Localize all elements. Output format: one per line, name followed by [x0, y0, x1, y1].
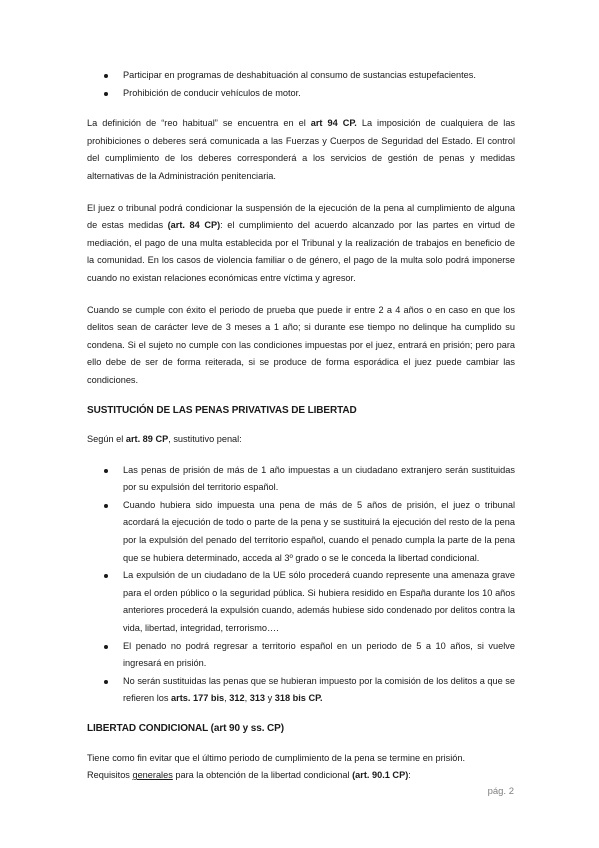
legal-reference: (art. 84 CP)	[167, 220, 221, 231]
underlined-term: generales	[132, 770, 173, 781]
paragraph-intro-art89	[87, 431, 515, 449]
text-run: ,	[224, 693, 230, 704]
page-body	[87, 67, 515, 785]
text-run: La imposición de cualquiera de las prohibiciones o deberes será comunicada a las Fuerzas y Cuerpos de Seguridad del Estado. El control del cumplimiento de los deberes corresponderá a los servicios de gestión de penas y medidas alternativas de la Administración penitenciaria.	[87, 118, 516, 181]
paragraph-probation-period: Cuando se cumple con éxito el periodo de prueba que puede ir entre 2 a 4 años o en caso en que los delitos sean de carácter leve de 3 meses a 1 año; si durante ese tiempo no delinque ha cumplido su condena. Si el sujeto no cumple con las condiciones impuestas por el juez, entrará en prisión; pero para ello debe de ser de forma reiterada, si se produce de forma esporádica el juez puede cambiar las condiciones.	[87, 304, 515, 385]
text-run: No serán sustituidas las penas que se hubieran impuesto por la comisión de los delitos a que se refieren los	[123, 675, 515, 704]
list-item: El penado no podrá regresar a territorio español en un periodo de 5 a 10 años, si vuelve ingresará en prisión.	[87, 638, 515, 673]
paragraph-requirements	[87, 767, 515, 785]
legal-reference: 318 bis CP.	[274, 693, 323, 704]
list-item	[87, 673, 515, 708]
text-run: Según el	[87, 434, 126, 445]
list-item: Prohibición de conducir vehículos de motor.	[87, 85, 515, 103]
legal-reference: art 94 CP.	[310, 118, 357, 129]
section-heading-sustitucion: SUSTITUCIÓN DE LAS PENAS PRIVATIVAS DE LIBERTAD	[87, 404, 357, 416]
paragraph-reo-habitual	[87, 115, 515, 185]
text-run: :	[408, 770, 411, 781]
text-run: La definición de “reo habitual” se encuentra en el	[87, 118, 311, 129]
legal-reference: arts. 177 bis	[171, 693, 225, 704]
legal-reference: 313	[249, 693, 266, 704]
section-heading-libertad-condicional: LIBERTAD CONDICIONAL (art 90 y ss. CP)	[87, 723, 284, 734]
paragraph-purpose: Tiene como fin evitar que el último periodo de cumplimiento de la pena se termine en prisión.	[87, 752, 466, 763]
text-run: Requisitos	[87, 770, 133, 781]
legal-reference: (art. 90.1 CP)	[352, 770, 409, 781]
list-item: Cuando hubiera sido impuesta una pena de más de 5 años de prisión, el juez o tribunal acordará la ejecución de todo o parte de la pena y se sustituirá la ejecución del resto de la pena por la expulsión del penado del territorio español, cuando el penado cumpla la parte de la pena que se hubiera determinado, acceda al 3º grado o se le conceda la libertad condicional.	[87, 497, 515, 567]
text-run: , sustitutivo penal:	[168, 434, 242, 445]
text-run: : el cumplimiento del acuerdo alcanzado por las partes en virtud de mediación, el pago de una multa establecida por el Tribunal y la realización de trabajos en beneficio de la comunidad. En los casos de violencia familiar o de género, el pago de la multa solo podrá imponerse cuando no existan relaciones económicas entre víctima y agresor.	[87, 220, 515, 283]
paragraph-suspension-conditions	[87, 200, 515, 288]
list-item: Las penas de prisión de más de 1 año impuestas a un ciudadano extranjero serán sustituidas por su expulsión del territorio español.	[87, 462, 515, 497]
text-run: y	[265, 693, 275, 704]
legal-reference: art. 89 CP	[125, 434, 169, 445]
page-number: pág. 2	[487, 786, 514, 797]
substitution-list	[87, 462, 515, 708]
list-item: La expulsión de un ciudadano de la UE sólo procederá cuando represente una amenaza grave para el orden público o la seguridad pública. Si hubiera residido en España durante los 10 años anteriores procederá la expulsión cuando, además hubiese sido condenado por delitos contra la vida, libertad, integridad, terrorismo….	[87, 567, 515, 637]
text-run: para la obtención de la libertad condicional	[172, 770, 353, 781]
text-run: El juez o tribunal podrá condicionar la suspensión de la ejecución de la pena al cumplimiento de alguna de estas medidas	[87, 202, 515, 231]
measures-list	[87, 67, 515, 102]
legal-reference: 312	[229, 693, 245, 704]
text-run: ,	[244, 693, 250, 704]
list-item: Participar en programas de deshabituación al consumo de sustancias estupefacientes.	[87, 67, 515, 85]
